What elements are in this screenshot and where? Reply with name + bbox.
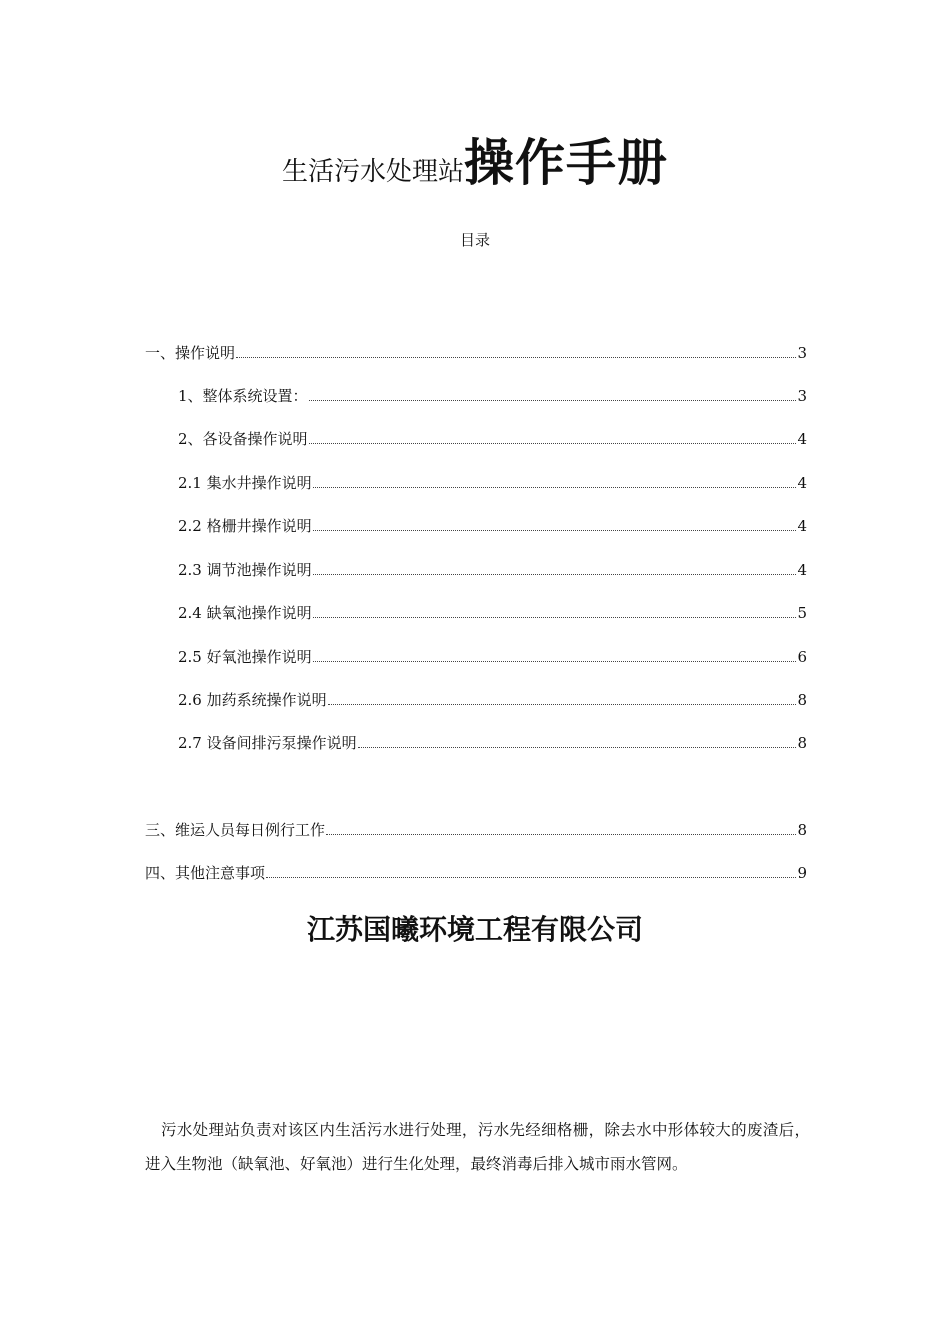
toc-entry-page: 5: [797, 604, 807, 622]
toc-entry[interactable]: [145, 862, 807, 884]
toc-leader: [236, 342, 796, 358]
toc-entry-page: 9: [797, 864, 807, 882]
toc-leader: [309, 385, 797, 401]
toc-entry-label: 2.7 设备间排污泵操作说明: [178, 734, 357, 752]
toc-entry-label: 2、各设备操作说明: [178, 430, 308, 448]
toc-entry[interactable]: [145, 342, 807, 364]
toc-leader: [309, 428, 797, 444]
toc-entry[interactable]: [178, 559, 807, 581]
toc-leader: [313, 602, 797, 618]
toc-heading: 目录: [459, 231, 490, 249]
toc-entry-page: 3: [797, 344, 807, 362]
toc-entry-label: 2.6 加药系统操作说明: [178, 691, 327, 709]
toc-entry-label: 一、操作说明: [145, 344, 236, 362]
toc-entry-page: 8: [797, 734, 807, 752]
toc-entry[interactable]: [178, 428, 807, 450]
toc-entry-page: 3: [797, 387, 807, 405]
toc-leader: [313, 559, 797, 575]
toc-entry[interactable]: [145, 819, 807, 841]
toc-entry-page: 4: [797, 430, 807, 448]
toc-leader: [313, 472, 797, 488]
title-main: 操作手册: [464, 133, 668, 192]
toc-entry[interactable]: [178, 646, 807, 668]
toc-entry[interactable]: [178, 732, 807, 754]
toc-entry-page: 8: [797, 821, 807, 839]
toc-leader: [358, 732, 797, 748]
toc-entry[interactable]: [178, 515, 807, 537]
toc-entry-label: 2.5 好氧池操作说明: [178, 648, 312, 666]
document-title: [0, 128, 950, 198]
company-name: 江苏国曦环境工程有限公司: [306, 913, 643, 946]
toc-entry[interactable]: [178, 472, 807, 494]
toc-leader: [313, 515, 797, 531]
toc-entry-page: 4: [797, 474, 807, 492]
toc-leader: [266, 862, 796, 878]
toc-entry-page: 6: [797, 648, 807, 666]
toc-entry-label: 2.3 调节池操作说明: [178, 561, 312, 579]
toc-entry-page: 4: [797, 517, 807, 535]
toc-entry-label: 2.2 格栅井操作说明: [178, 517, 312, 535]
toc-entry-label: 三、维运人员每日例行工作: [145, 821, 326, 839]
toc-entry-label: 2.4 缺氧池操作说明: [178, 604, 312, 622]
toc-entry[interactable]: [178, 385, 807, 407]
toc-entry[interactable]: [178, 689, 807, 711]
toc-entry-label: 2.1 集水井操作说明: [178, 474, 312, 492]
toc-leader: [313, 646, 797, 662]
toc-entry-page: 4: [797, 561, 807, 579]
toc-leader: [326, 819, 796, 835]
toc-entry-label: 1、整体系统设置：: [178, 387, 308, 405]
intro-paragraph: 污水处理站负责对该区内生活污水进行处理，污水先经细格栅，除去水中形体较大的废渣后，进入生物池（缺氧池、好氧池）进行生化处理，最终消毒后排入城市雨水管网。: [145, 1121, 810, 1173]
title-prefix: 生活污水处理站: [281, 157, 464, 187]
toc-entry-label: 四、其他注意事项: [145, 864, 266, 882]
toc-leader: [328, 689, 797, 705]
toc-entry-page: 8: [797, 691, 807, 709]
toc-entry[interactable]: [178, 602, 807, 624]
